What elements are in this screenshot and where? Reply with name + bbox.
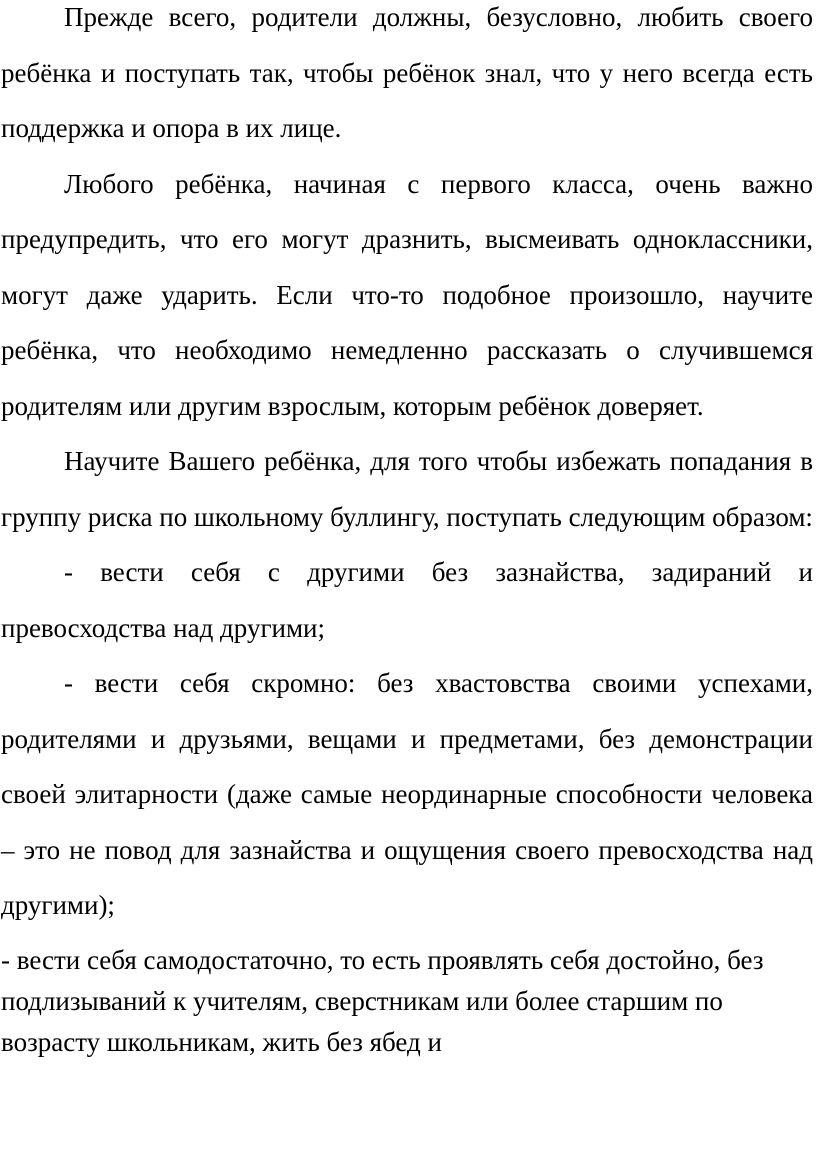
paragraph-warn-child: Любого ребёнка, начиная с первого класса, очень важно предупредить, что его могут дразнить, высмеивать одноклассники, могут даже ударить. Если что-то подобное произошло, научите ребёнка, что необходимо немедленно рассказать о случившемся родителям или другим взрослым, которым ребёнок доверяет.	[1, 168, 813, 421]
list-item-no-arrogance: - вести себя с другими без зазнайства, задираний и превосходства над другими;	[1, 557, 813, 643]
list-item-self-sufficiency: - вести себя самодостаточно, то есть проявлять себя достойно, без подлизываний к учителям, сверстникам или более старшим по возрасту школьникам, жить без ябед и	[1, 944, 764, 1057]
paragraph-teach-behavior: Научите Вашего ребёнка, для того чтобы избежать попадания в группу риска по школьному буллингу, поступать следующим образом:	[1, 446, 813, 532]
paragraph-parent-love: Прежде всего, родители должны, безусловно, любить своего ребёнка и поступать так, чтобы ребёнок знал, что у него всегда есть поддержка и опора в их лице.	[1, 2, 813, 143]
list-item-modesty: - вести себя скромно: без хвастовства своими успехами, родителями и друзьями, вещами и предметами, без демонстрации своей элитарности (даже самые неординарные способности человека – это не повод для зазнайства и ощущения своего превосходства над другими);	[1, 668, 813, 920]
